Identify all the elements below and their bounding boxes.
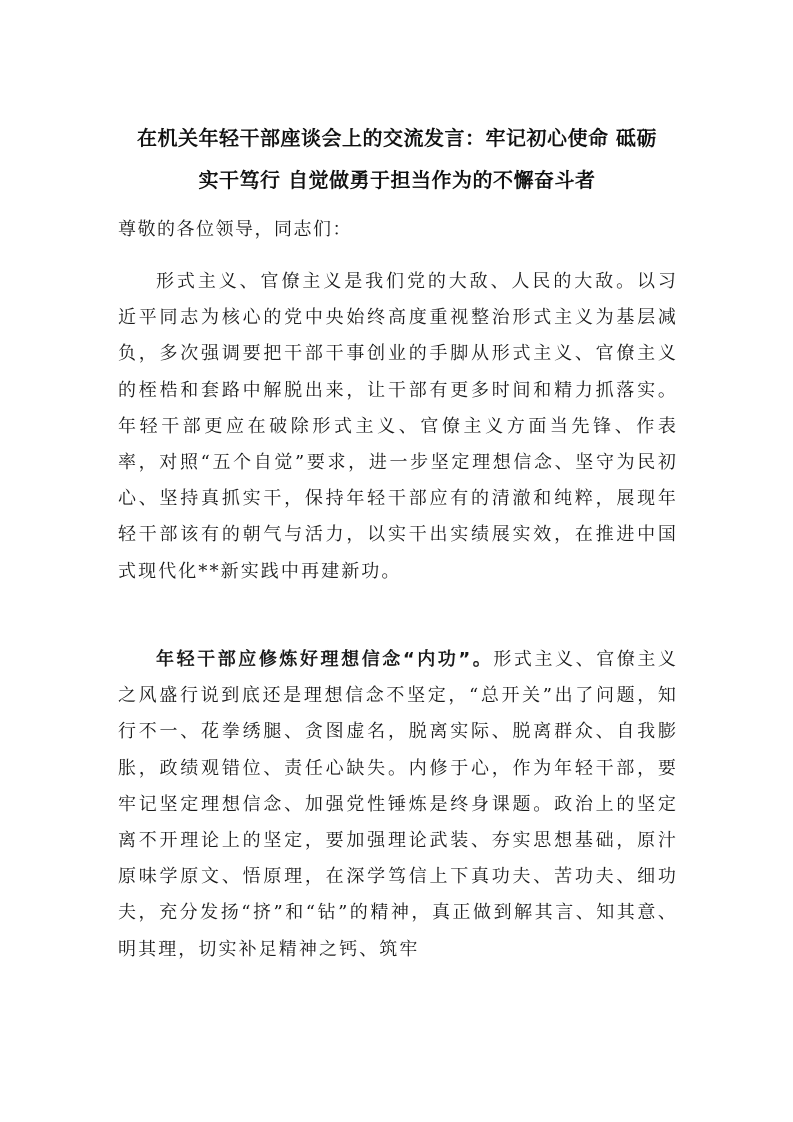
salutation: 尊敬的各位领导，同志们： xyxy=(118,219,352,240)
paragraph-1: 形式主义、官僚主义是我们党的大敌、人民的大敌。以习近平同志为核心的党中央始终高度重视整治形式主义为基层减负，多次强调要把干部干事创业的手脚从形式主义、官僚主义的桎梏和套路中解脱出来，让干部有更多时间和精力抓落实。年轻干部更应在破除形式主义、官僚主义方面当先锋、作表率，对照“五个自觉”要求，进一步坚定理想信念、坚守为民初心、坚持真抓实干，保持年轻干部应有的清澈和纯粹，展现年轻干部该有的朝气与活力，以实干出实绩展实效，在推进中国式现代化**新实践中再建新功。 xyxy=(118,271,678,582)
document-title-line-1: 在机关年轻干部座谈会上的交流发言：牢记初心使命 砥砺 xyxy=(137,126,657,150)
paragraph-2-body: 形式主义、官僚主义之风盛行说到底还是理想信念不坚定，“总开关”出了问题，知行不一、花拳绣腿、贪图虚名，脱离实际、脱离群众、自我膨胀，政绩观错位、责任心缺失。内修于心，作为年轻干部，要牢记坚定理想信念、加强党性锤炼是终身课题。政治上的坚定离不开理论上的坚定，要加强理论武装、夯实思想基础，原汁原味学原文、悟原理，在深学笃信上下真功夫、苦功夫、细功夫，充分发扬“挤”和“钻”的精神，真正做到解其言、知其意、明其理，切实补足精神之钙、筑牢 xyxy=(118,649,678,960)
document-title-line-2: 实干笃行 自觉做勇于担当作为的不懈奋斗者 xyxy=(198,168,596,192)
paragraph-2 xyxy=(118,642,678,968)
paragraph-2-lead: 年轻干部应修炼好理想信念“内功”。 xyxy=(156,649,494,670)
